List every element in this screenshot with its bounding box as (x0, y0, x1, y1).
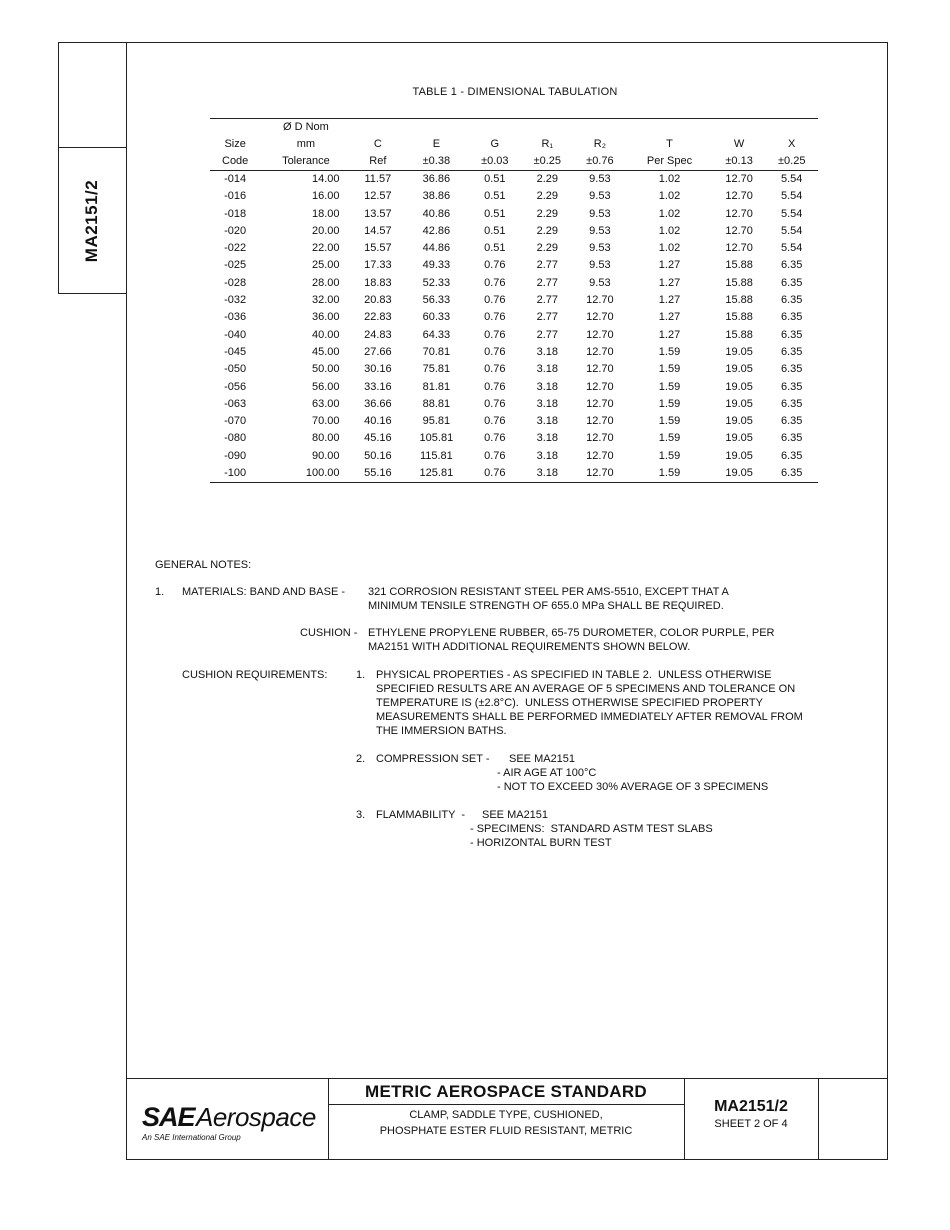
requirement-1-line: MEASUREMENTS SHALL BE PERFORMED IMMEDIATELY AFTER REMOVAL FROM (376, 711, 803, 723)
table-header-cell (765, 119, 818, 137)
table-cell: 1.02 (658, 173, 681, 185)
table-cell: -100 (210, 465, 260, 483)
table-cell: -032 (224, 294, 247, 307)
table-cell: 1.02 (658, 242, 681, 255)
standard-description: PHOSPHATE ESTER FLUID RESISTANT, METRIC (379, 1125, 633, 1137)
table-cell: 49.33 (422, 259, 451, 272)
sae-logo-subtitle: An SAE International Group (142, 1133, 241, 1142)
table-cell: 3.18 (521, 465, 574, 483)
table-cell: 15.57 (364, 242, 392, 255)
table-cell: 11.57 (364, 173, 392, 185)
table-cell: 19.05 (725, 363, 753, 376)
table-cell: 0.76 (484, 276, 506, 289)
title-block-divider (818, 1078, 819, 1160)
table-cell: 80.00 (312, 432, 340, 445)
table-cell: 27.66 (364, 345, 392, 358)
table-cell: 12.70 (586, 397, 614, 410)
table-cell: 1.59 (658, 432, 681, 445)
table-cell: 5.54 (781, 173, 803, 185)
table-cell: 12.70 (586, 328, 614, 341)
table-header-cell: Size (224, 138, 246, 150)
table-cell: 9.53 (589, 190, 611, 203)
table-cell: -090 (224, 449, 247, 462)
table-header-cell: E (432, 138, 441, 150)
table-row (210, 396, 818, 413)
table-header-row (210, 119, 818, 137)
table-cell: 33.16 (364, 380, 392, 393)
table-cell: -028 (224, 276, 247, 289)
table-cell: 63.00 (312, 397, 340, 410)
table-cell: 0.51 (484, 173, 506, 185)
table-cell: 0.76 (484, 259, 506, 272)
table-cell: 15.88 (725, 276, 753, 289)
table-header-cell (521, 119, 574, 137)
table-row (210, 171, 818, 189)
table-row (210, 240, 818, 257)
table-header-cell: R₂ (593, 138, 606, 150)
table-cell: 30.16 (364, 363, 392, 376)
table-header-cell: Ref (352, 153, 405, 171)
table-cell: 6.35 (781, 259, 803, 272)
cushion-line: ETHYLENE PROPYLENE RUBBER, 65-75 DUROMETER, COLOR PURPLE, PER (368, 627, 775, 639)
table-cell: 20.00 (312, 224, 340, 237)
table-cell: 6.35 (781, 449, 803, 462)
side-doc-number: MA2151/2 (82, 179, 102, 262)
table-row (210, 275, 818, 292)
table-cell: 12.70 (586, 345, 614, 358)
table-cell: 105.81 (419, 432, 454, 445)
table-cell: -016 (224, 190, 247, 203)
table-row (210, 344, 818, 361)
title-block-divider (328, 1078, 329, 1160)
table-row (210, 448, 818, 465)
title-block-divider (328, 1104, 684, 1105)
table-cell: 12.70 (586, 380, 614, 393)
table-header-cell: T (666, 138, 673, 150)
table-cell: 9.53 (589, 207, 611, 220)
table-header-cell (713, 119, 766, 137)
table-cell: 0.76 (484, 294, 506, 307)
table-cell: 6.35 (781, 328, 803, 341)
standard-title: METRIC AEROSPACE STANDARD (364, 1082, 648, 1101)
table-cell: 13.57 (364, 207, 392, 220)
table-cell: 12.70 (574, 465, 627, 483)
table-cell: 95.81 (422, 415, 451, 428)
table-cell: 12.70 (725, 242, 753, 255)
table-cell: 19.05 (725, 432, 753, 445)
table-cell: 32.00 (312, 294, 340, 307)
table-cell: 0.51 (484, 242, 506, 255)
table-cell: 12.70 (725, 190, 753, 203)
table-cell: 6.35 (781, 311, 803, 324)
table-cell: 19.05 (725, 397, 753, 410)
cushion-label: CUSHION - (300, 627, 358, 639)
table-cell: 9.53 (589, 259, 611, 272)
table-cell: 1.59 (658, 345, 681, 358)
table-cell: 3.18 (536, 380, 559, 393)
requirement-3-label: FLAMMABILITY - (376, 809, 466, 821)
standard-description: CLAMP, SADDLE TYPE, CUSHIONED, (409, 1109, 603, 1121)
table-body (210, 171, 818, 483)
table-cell: 3.18 (536, 449, 559, 462)
table-cell: 42.86 (422, 224, 451, 237)
table-cell: 1.27 (658, 294, 681, 307)
table-cell: 1.59 (658, 380, 681, 393)
table-cell: 12.70 (725, 224, 753, 237)
table-cell: 15.88 (725, 311, 753, 324)
table-cell: 1.59 (658, 363, 681, 376)
table-cell: 50.16 (364, 449, 392, 462)
table-cell: 5.54 (781, 207, 803, 220)
table-cell: 19.05 (725, 449, 753, 462)
table-cell: 3.18 (536, 345, 559, 358)
table-cell: 125.81 (404, 465, 468, 483)
table-cell: 3.18 (536, 415, 559, 428)
cushion-line: MA2151 WITH ADDITIONAL REQUIREMENTS SHOWN BELOW. (368, 641, 691, 653)
table-cell: 19.05 (725, 415, 753, 428)
table-cell: 40.00 (312, 328, 340, 341)
table-cell: -025 (224, 259, 247, 272)
table-row (210, 379, 818, 396)
table-cell: 15.88 (725, 259, 753, 272)
table-cell: 44.86 (422, 242, 451, 255)
table-header-cell (210, 119, 260, 137)
note-1-label: MATERIALS: BAND AND BASE - (182, 586, 346, 598)
table-cell: 14.57 (364, 224, 392, 237)
requirement-1-line: SPECIFIED RESULTS ARE AN AVERAGE OF 5 SPECIMENS AND TOLERANCE ON (376, 683, 796, 695)
table-cell: 22.83 (364, 311, 392, 324)
table-cell: 14.00 (312, 173, 340, 185)
table-cell: 88.81 (422, 397, 451, 410)
requirement-3-line: - SPECIMENS: STANDARD ASTM TEST SLABS (470, 823, 713, 835)
table-cell: 1.27 (658, 259, 681, 272)
table-cell: 15.88 (725, 294, 753, 307)
table-row (210, 309, 818, 326)
table-cell: -022 (224, 242, 247, 255)
dimensional-table (210, 118, 818, 483)
table-cell: 55.16 (352, 465, 405, 483)
table-cell: 0.51 (484, 224, 506, 237)
table-cell: 40.16 (364, 415, 392, 428)
table-cell: 9.53 (589, 224, 611, 237)
table-cell: 75.81 (422, 363, 451, 376)
table-header-cell: X (788, 138, 796, 150)
table-cell: -070 (224, 415, 247, 428)
table-header-cell: W (733, 138, 745, 150)
table-cell: -040 (224, 328, 247, 341)
requirement-2-number: 2. (356, 753, 366, 765)
table-cell: -036 (224, 311, 247, 324)
requirement-3-line: SEE MA2151 (482, 809, 549, 821)
table-cell: 3.18 (536, 363, 559, 376)
table-header-cell: ±0.03 (469, 153, 522, 171)
table-cell: 12.70 (586, 449, 614, 462)
table-cell: 81.81 (422, 380, 451, 393)
table-cell: 20.83 (364, 294, 392, 307)
table-cell: 5.54 (781, 224, 803, 237)
table-cell: 2.29 (536, 224, 559, 237)
table-cell: 50.00 (312, 363, 340, 376)
table-row (210, 361, 818, 378)
table-cell: 0.76 (484, 328, 506, 341)
table-header-cell: C (373, 138, 382, 150)
table-cell: 6.35 (765, 465, 818, 483)
table-cell: 9.53 (589, 276, 611, 289)
sae-logo-aerospace: Aerospace (196, 1102, 316, 1132)
side-doc-label (58, 147, 127, 294)
table-cell: 2.77 (536, 259, 559, 272)
table-header-cell: mm (296, 138, 316, 150)
table-cell: 56.00 (312, 380, 340, 393)
table-cell: 1.02 (658, 190, 681, 203)
note-1-line: 321 CORROSION RESISTANT STEEL PER AMS-5510, EXCEPT THAT A (368, 586, 729, 598)
table-cell: 90.00 (312, 449, 340, 462)
table-header-cell: Tolerance (260, 153, 351, 171)
requirement-2-line: SEE MA2151 (509, 753, 576, 765)
title-block-border (126, 1078, 888, 1079)
table-row (210, 223, 818, 240)
table-row (210, 206, 818, 223)
table-cell: 2.29 (536, 242, 559, 255)
table-cell: 1.27 (658, 311, 681, 324)
general-notes-heading: GENERAL NOTES: (155, 559, 252, 571)
table-cell: 0.51 (484, 190, 506, 203)
requirement-3-line: - HORIZONTAL BURN TEST (470, 837, 612, 849)
table-header-cell: Ø D Nom (260, 119, 351, 137)
table-cell: 70.00 (312, 415, 340, 428)
table-cell: 70.81 (422, 345, 451, 358)
table-header-cell: ±0.25 (765, 153, 818, 171)
table-header-cell: ±0.76 (574, 153, 627, 171)
table-cell: 1.27 (658, 328, 681, 341)
table-cell: 45.00 (312, 345, 340, 358)
table-cell: 2.77 (536, 276, 559, 289)
table-cell: 36.66 (364, 397, 392, 410)
table-cell: 100.00 (260, 465, 351, 483)
table-cell: 9.53 (589, 173, 611, 185)
table-cell: 60.33 (422, 311, 451, 324)
table-title: TABLE 1 - DIMENSIONAL TABULATION (412, 86, 618, 98)
table-cell: 64.33 (422, 328, 451, 341)
table-header-cell: ±0.25 (521, 153, 574, 171)
table-cell: -063 (224, 397, 247, 410)
table-cell: 1.27 (658, 276, 681, 289)
table-header-cell (469, 119, 522, 137)
table-cell: 0.76 (484, 363, 506, 376)
table-cell: 1.59 (658, 397, 681, 410)
table-row (210, 292, 818, 309)
table-cell: 52.33 (422, 276, 451, 289)
table-header-cell: Per Spec (626, 153, 713, 171)
table-cell: 0.76 (484, 397, 506, 410)
table-cell: 19.05 (713, 465, 766, 483)
table-header-row (210, 153, 818, 171)
table-cell: 9.53 (589, 242, 611, 255)
table-cell: 12.70 (586, 294, 614, 307)
table-cell: -020 (224, 224, 247, 237)
table-cell: 12.70 (586, 363, 614, 376)
table-cell: 2.77 (536, 328, 559, 341)
note-1-line: MINIMUM TENSILE STRENGTH OF 655.0 MPa SHALL BE REQUIRED. (368, 600, 724, 612)
table-cell: 12.70 (586, 415, 614, 428)
requirement-2-label: COMPRESSION SET - (376, 753, 490, 765)
table-cell: 0.76 (484, 380, 506, 393)
table-header-cell: Code (210, 153, 260, 171)
table-cell: 22.00 (312, 242, 340, 255)
table-cell: -080 (224, 432, 247, 445)
title-block-divider (684, 1078, 685, 1160)
table-header-cell: R₁ (541, 138, 554, 150)
table-row (210, 465, 818, 483)
table-row (210, 413, 818, 430)
table-header-cell: ±0.13 (713, 153, 766, 171)
table-cell: 24.83 (364, 328, 392, 341)
table-row (210, 257, 818, 274)
sheet-number: SHEET 2 OF 4 (714, 1118, 788, 1130)
table-cell: 19.05 (725, 345, 753, 358)
table-cell: 18.83 (364, 276, 392, 289)
table-cell: 6.35 (781, 380, 803, 393)
note-1-number: 1. (155, 586, 165, 598)
table-header-cell (352, 119, 405, 137)
cushion-requirements-label: CUSHION REQUIREMENTS: (182, 669, 328, 681)
sae-logo-mark: SAE (142, 1102, 195, 1132)
table-cell: 6.35 (781, 294, 803, 307)
table-cell: 1.59 (626, 465, 713, 483)
table-cell: 0.76 (484, 415, 506, 428)
table-cell: 36.00 (312, 311, 340, 324)
table-cell: 1.59 (658, 415, 681, 428)
table-cell: 6.35 (781, 276, 803, 289)
table-cell: 28.00 (312, 276, 340, 289)
table-cell: 45.16 (364, 432, 392, 445)
table-header-cell: G (490, 138, 500, 150)
table-cell: 6.35 (781, 363, 803, 376)
table-cell: 5.54 (781, 190, 803, 203)
table-cell: 12.70 (725, 173, 753, 185)
table-cell: 18.00 (312, 207, 340, 220)
table-cell: 1.02 (658, 224, 681, 237)
table-cell: 6.35 (781, 415, 803, 428)
document-number: MA2151/2 (714, 1098, 788, 1115)
table-cell: 16.00 (312, 190, 340, 203)
table-cell: 38.86 (422, 190, 451, 203)
table-header-cell (626, 119, 713, 137)
table-header-cell: ±0.38 (404, 153, 468, 171)
requirement-1-line: TEMPERATURE IS (±2.8°C). UNLESS OTHERWISE SPECIFIED PROPERTY (376, 697, 763, 709)
table-cell: 12.70 (725, 207, 753, 220)
table-cell: 115.81 (419, 449, 453, 462)
table-cell: 2.29 (536, 207, 559, 220)
table-cell: 25.00 (312, 259, 340, 272)
table-cell: 6.35 (781, 397, 803, 410)
table-cell: 2.29 (536, 173, 559, 185)
table-cell: 12.57 (364, 190, 392, 203)
requirement-1-line: PHYSICAL PROPERTIES - AS SPECIFIED IN TABLE 2. UNLESS OTHERWISE (376, 669, 772, 681)
requirement-1-line: THE IMMERSION BATHS. (376, 725, 507, 737)
table-cell: 2.77 (536, 294, 559, 307)
table-cell: -045 (224, 345, 247, 358)
table-row (210, 327, 818, 344)
table-cell: 0.76 (484, 345, 506, 358)
table-header-cell (574, 119, 627, 137)
table-cell: 1.59 (658, 449, 681, 462)
table-cell: 0.76 (484, 311, 506, 324)
table-row (210, 188, 818, 205)
table-cell: -056 (224, 380, 247, 393)
table-cell: 0.51 (484, 207, 506, 220)
table-cell: 12.70 (586, 432, 614, 445)
table-cell: 40.86 (422, 207, 451, 220)
table-cell: 5.54 (781, 242, 803, 255)
table-cell: 56.33 (422, 294, 451, 307)
requirement-2-line: - AIR AGE AT 100°C (497, 767, 597, 779)
table-cell: 15.88 (725, 328, 753, 341)
table-cell: -014 (224, 173, 247, 185)
table-cell: 3.18 (536, 432, 559, 445)
table-cell: 2.77 (536, 311, 559, 324)
table-cell: 1.02 (658, 207, 681, 220)
table-cell: 19.05 (725, 380, 753, 393)
requirement-1-number: 1. (356, 669, 366, 681)
table-header-row (210, 136, 818, 153)
table-cell: 0.76 (484, 449, 506, 462)
table-cell: 17.33 (364, 259, 392, 272)
requirement-2-line: - NOT TO EXCEED 30% AVERAGE OF 3 SPECIMENS (497, 781, 769, 793)
table-header-cell (404, 119, 468, 137)
table-cell: 0.76 (469, 465, 522, 483)
table-cell: 6.35 (781, 345, 803, 358)
table-cell: 12.70 (586, 311, 614, 324)
table-cell: 0.76 (484, 432, 506, 445)
requirement-3-number: 3. (356, 809, 366, 821)
table-cell: 3.18 (536, 397, 559, 410)
table-row (210, 430, 818, 447)
table-cell: -050 (224, 363, 247, 376)
table-cell: 2.29 (536, 190, 559, 203)
table-cell: 36.86 (422, 173, 451, 185)
table-cell: -018 (224, 207, 247, 220)
table-cell: 6.35 (781, 432, 803, 445)
